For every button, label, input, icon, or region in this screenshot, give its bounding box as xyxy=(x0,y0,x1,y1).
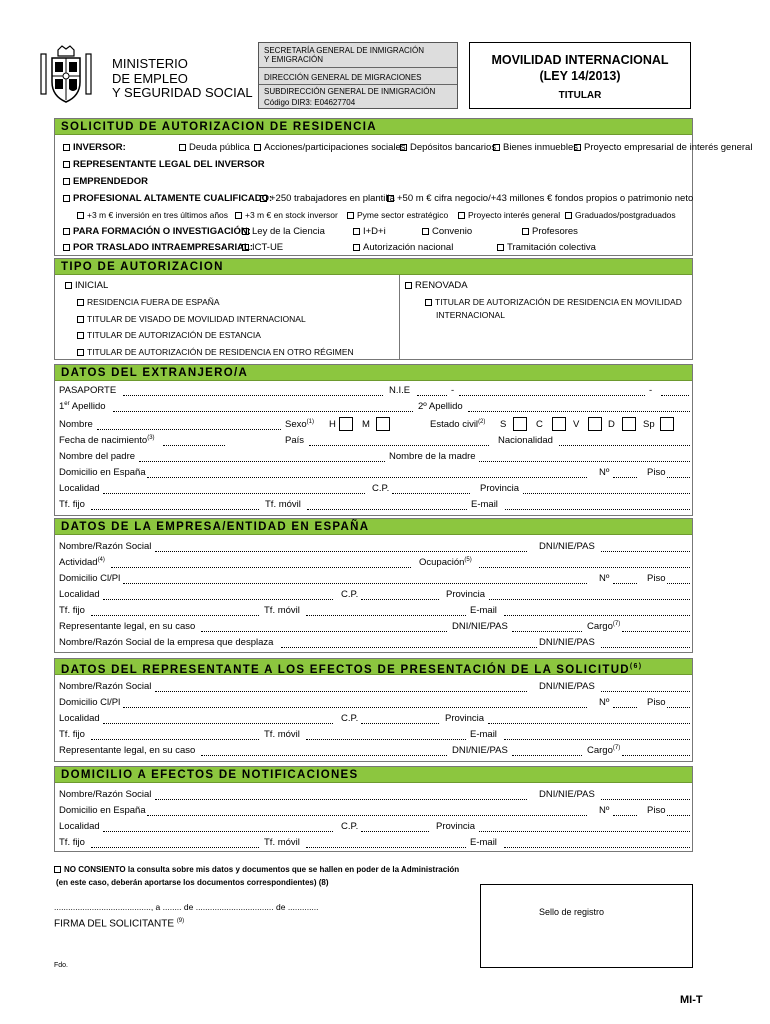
tf-movil-label: Tf. móvil xyxy=(264,605,300,616)
domicilio-label: Domicilio en España xyxy=(59,805,146,816)
actividad-input[interactable] xyxy=(111,567,411,568)
secretaria-line: Y EMIGRACIÓN xyxy=(264,55,323,64)
checkbox[interactable] xyxy=(77,349,84,356)
option-label: Proyecto interés general xyxy=(468,210,561,220)
estado-s-box[interactable] xyxy=(513,417,527,431)
organization-box xyxy=(258,42,458,109)
nombre-input[interactable] xyxy=(97,429,281,430)
form-subtitle: TITULAR xyxy=(558,90,602,101)
no-consiento-note: (en este caso, deberán aportarse los documentos correspondientes) (8) xyxy=(56,878,329,887)
domicilio-label: Domicilio Cl/Pl xyxy=(59,697,121,708)
section-extranjero: DATOS DEL EXTRANJERO/A PASAPORTE N.I.E - - 1er Apellido 2º Apellido Nombre Sexo$^{(1)}$ H M Estado civil$^{(2)}$ S C V D Sp Fecha de nacimiento$^{(3)}$ País Nacionalidad Nombre del padre Nombre de la madre Domicilio en España Nº Piso Localidad C.P. Provincia Tf. fijo Tf. móvil E-mail xyxy=(54,364,693,516)
nie-input-2[interactable] xyxy=(459,395,645,396)
profesional-checkbox[interactable] xyxy=(63,195,70,202)
cp-label: C.P. xyxy=(341,589,359,600)
section-title: DATOS DE LA EMPRESA/ENTIDAD EN ESPAÑA xyxy=(55,519,692,535)
email-label: E-mail xyxy=(470,605,497,616)
option-label: Pyme sector estratégico xyxy=(357,210,449,220)
option-label: +3 m € inversión en tres últimos años xyxy=(87,210,229,220)
dni-label: DNI/NIE/PAS xyxy=(539,541,595,552)
form-law: (LEY 14/2013) xyxy=(539,69,621,83)
localidad-label: Localidad xyxy=(59,483,100,494)
estado-sp-label: Sp xyxy=(643,419,655,430)
estado-v-label: V xyxy=(573,419,580,430)
tf-movil-input[interactable] xyxy=(306,739,466,740)
formacion-checkbox[interactable] xyxy=(63,228,70,235)
dni-label: DNI/NIE/PAS xyxy=(452,745,508,756)
profesional-label: PROFESIONAL ALTAMENTE CUALIFICADO: xyxy=(73,193,273,204)
subdireccion-line: SUBDIRECCIÓN GENERAL DE INMIGRACIÓN xyxy=(264,87,436,96)
representante-input[interactable] xyxy=(201,755,447,756)
tf-movil-label: Tf. móvil xyxy=(264,837,300,848)
option-label: Acciones/participaciones sociales xyxy=(264,142,406,153)
checkbox[interactable] xyxy=(347,212,354,219)
no-consiento-label: NO CONSIENTO la consulta sobre mis datos y documentos que se hallen en poder de la Administración xyxy=(64,865,460,874)
checkbox[interactable] xyxy=(260,195,267,202)
estado-c-label: C xyxy=(536,419,543,430)
section-tipo xyxy=(54,258,693,360)
piso-label: Piso xyxy=(647,467,666,478)
separator: - xyxy=(649,385,653,396)
sexo-m-label: M xyxy=(362,419,370,430)
option-label: +3 m € en stock inversor xyxy=(245,210,338,220)
nombre-input[interactable] xyxy=(155,799,527,800)
dni-input[interactable] xyxy=(512,631,582,632)
section-title: DOMICILIO A EFECTOS DE NOTIFICACIONES xyxy=(55,767,692,783)
provincia-input[interactable] xyxy=(523,493,690,494)
option-label: INTERNACIONAL xyxy=(436,310,505,320)
email-label: E-mail xyxy=(471,499,498,510)
emprendedor-checkbox[interactable] xyxy=(63,178,70,185)
nacionalidad-input[interactable] xyxy=(559,445,690,446)
nombre-label: Nombre/Razón Social xyxy=(59,541,152,552)
option-label: Depósitos bancarios xyxy=(410,142,497,153)
sello-registro-box xyxy=(480,884,693,968)
numero-label: Nº xyxy=(599,805,610,816)
checkbox[interactable] xyxy=(242,244,249,251)
form-type-box xyxy=(469,42,691,109)
estado-d-box[interactable] xyxy=(622,417,636,431)
piso-input[interactable] xyxy=(667,477,690,478)
nie-input-3[interactable] xyxy=(661,395,689,396)
option-label: Bienes inmuebles xyxy=(503,142,578,153)
tf-movil-input[interactable] xyxy=(306,615,466,616)
piso-label: Piso xyxy=(647,805,666,816)
apellido2-input[interactable] xyxy=(468,411,690,412)
localidad-input[interactable] xyxy=(103,493,365,494)
apellido1-input[interactable] xyxy=(113,411,413,412)
checkbox[interactable] xyxy=(353,228,360,235)
numero-input[interactable] xyxy=(613,477,637,478)
dni-label: DNI/NIE/PAS xyxy=(452,621,508,632)
provincia-label: Provincia xyxy=(436,821,476,832)
numero-input[interactable] xyxy=(613,583,637,584)
email-input[interactable] xyxy=(505,509,690,510)
fdo-label: Fdo. xyxy=(54,962,69,969)
tf-fijo-label: Tf. fijo xyxy=(59,729,85,740)
ministry-line: DE EMPLEO xyxy=(112,70,188,86)
no-consiento-checkbox[interactable] xyxy=(54,866,61,873)
option-label: +250 trabajadores en plantilla xyxy=(270,193,395,204)
estado-v-box[interactable] xyxy=(588,417,602,431)
option-label: TITULAR DE AUTORIZACIÓN DE ESTANCIA xyxy=(87,330,261,340)
empresa-desplaza-input[interactable] xyxy=(281,647,537,648)
traslado-checkbox[interactable] xyxy=(63,244,70,251)
localidad-label: Localidad xyxy=(59,589,100,600)
secretaria-line: SECRETARÍA GENERAL DE INMIGRACIÓN xyxy=(264,46,425,55)
provincia-label: Provincia xyxy=(446,589,486,600)
cp-input[interactable] xyxy=(361,723,439,724)
tf-fijo-input[interactable] xyxy=(91,847,259,848)
option-label: Deuda pública xyxy=(189,142,250,153)
separator: - xyxy=(451,385,455,396)
checkbox[interactable] xyxy=(497,244,504,251)
form-code: MI-T xyxy=(680,994,703,1006)
tf-fijo-label: Tf. fijo xyxy=(59,499,85,510)
formacion-label: PARA FORMACIÓN O INVESTIGACIÓN: xyxy=(73,226,251,237)
checkbox[interactable] xyxy=(179,144,186,151)
dni-input[interactable] xyxy=(601,799,690,800)
inversor-label: INVERSOR: xyxy=(73,142,126,153)
dni-label: DNI/NIE/PAS xyxy=(539,789,595,800)
domicilio-input[interactable] xyxy=(147,815,587,816)
nombre-input[interactable] xyxy=(155,691,527,692)
cp-input[interactable] xyxy=(392,493,470,494)
piso-label: Piso xyxy=(647,573,666,584)
option-label: +50 m € cifra negocio/+43 millones € fondos propios o patrimonio neto xyxy=(397,193,694,204)
piso-label: Piso xyxy=(647,697,666,708)
dni-label: DNI/NIE/PAS xyxy=(539,681,595,692)
ministry-name xyxy=(112,57,253,101)
cargo-label: Cargo xyxy=(587,621,613,633)
domicilio-input[interactable] xyxy=(123,707,587,708)
emprendedor-label: EMPRENDEDOR xyxy=(73,176,148,187)
section-title: TIPO DE AUTORIZACION xyxy=(55,259,692,275)
numero-input[interactable] xyxy=(613,815,637,816)
option-label: RESIDENCIA FUERA DE ESPAÑA xyxy=(87,297,220,307)
option-label: TITULAR DE VISADO DE MOVILIDAD INTERNACIONAL xyxy=(87,314,306,324)
dni-input[interactable] xyxy=(601,647,690,648)
sexo-label: Sexo xyxy=(285,419,307,431)
inversor-checkbox[interactable] xyxy=(63,144,70,151)
pasaporte-label: PASAPORTE xyxy=(59,385,117,396)
checkbox[interactable] xyxy=(254,144,261,151)
cp-input[interactable] xyxy=(361,831,429,832)
piso-input[interactable] xyxy=(667,583,690,584)
numero-input[interactable] xyxy=(613,707,637,708)
localidad-label: Localidad xyxy=(59,821,100,832)
direccion-line: DIRECCIÓN GENERAL DE MIGRACIONES xyxy=(264,73,422,82)
estado-sp-box[interactable] xyxy=(660,417,674,431)
checkbox[interactable] xyxy=(387,195,394,202)
no-consiento-row xyxy=(54,865,459,874)
coat-of-arms-icon xyxy=(40,44,92,106)
madre-label: Nombre de la madre xyxy=(389,451,476,462)
tf-movil-input[interactable] xyxy=(307,509,467,510)
inicial-label: INICIAL xyxy=(75,280,109,291)
fecha-nacimiento-label: Fecha de nacimiento xyxy=(59,435,148,447)
option-label: Convenio xyxy=(432,226,473,237)
checkbox[interactable] xyxy=(458,212,465,219)
estado-s-label: S xyxy=(500,419,507,430)
tf-fijo-label: Tf. fijo xyxy=(59,605,85,616)
domicilio-input[interactable] xyxy=(147,477,587,478)
localidad-input[interactable] xyxy=(103,831,333,832)
numero-label: Nº xyxy=(599,573,610,584)
dni-input[interactable] xyxy=(601,691,690,692)
renovada-checkbox[interactable] xyxy=(405,282,412,289)
checkbox[interactable] xyxy=(77,332,84,339)
option-label: TITULAR DE AUTORIZACIÓN DE RESIDENCIA EN MOVILIDAD xyxy=(435,297,682,307)
domicilio-label: Domicilio en España xyxy=(59,467,146,478)
checkbox[interactable] xyxy=(77,299,84,306)
tf-movil-label: Tf. móvil xyxy=(265,499,301,510)
representante-label: Representante legal, en su caso xyxy=(59,621,196,632)
email-input[interactable] xyxy=(504,615,690,616)
padre-input[interactable] xyxy=(139,461,385,462)
nombre-label: Nombre/Razón Social xyxy=(59,789,152,800)
cargo-input[interactable] xyxy=(622,631,690,632)
section-title: DATOS DEL EXTRANJERO/A xyxy=(55,365,692,381)
nie-label: N.I.E xyxy=(389,385,411,396)
section-title: SOLICITUD DE AUTORIZACION DE RESIDENCIA xyxy=(55,119,692,135)
option-label: Ley de la Ciencia xyxy=(252,226,325,237)
place-date-line[interactable]: ........................................., a ........ de ................................. de ............. xyxy=(54,902,319,912)
checkbox[interactable] xyxy=(493,144,500,151)
sexo-h-box[interactable] xyxy=(339,417,353,431)
email-input[interactable] xyxy=(504,847,690,848)
actividad-label: Actividad xyxy=(59,557,98,569)
cargo-input[interactable] xyxy=(622,755,690,756)
section-solicitud xyxy=(54,118,753,256)
apellido2-label: 2º Apellido xyxy=(418,401,463,412)
renovada-label: RENOVADA xyxy=(415,280,468,291)
tf-movil-label: Tf. móvil xyxy=(264,729,300,740)
option-label: Tramitación colectiva xyxy=(507,242,596,253)
checkbox[interactable] xyxy=(574,144,581,151)
section-representante: DATOS DEL REPRESENTANTE A LOS EFECTOS DE PRESENTACIÓN DE LA SOLICITUD$^{(6)}$ Nombre/Razón Social DNI/NIE/PAS Domicilio Cl/Pl Nº Piso Localidad C.P. Provincia Tf. fijo Tf. móvil E-mail Representante legal, en su caso DNI/NIE/PAS Cargo$^{(7)}$ xyxy=(54,658,693,762)
cp-input[interactable] xyxy=(361,599,439,600)
numero-label: Nº xyxy=(599,467,610,478)
nie-input-1[interactable] xyxy=(417,395,447,396)
option-label: I+D+i xyxy=(363,226,386,237)
representante-checkbox[interactable] xyxy=(63,161,70,168)
option-label: TITULAR DE AUTORIZACIÓN DE RESIDENCIA EN OTRO RÉGIMEN xyxy=(87,347,354,357)
section-title: DATOS DEL REPRESENTANTE A LOS EFECTOS DE PRESENTACIÓN DE LA SOLICITUD$^{(6)}$ xyxy=(55,659,692,675)
provincia-input[interactable] xyxy=(488,723,690,724)
checkbox[interactable] xyxy=(425,299,432,306)
tf-movil-input[interactable] xyxy=(306,847,466,848)
domicilio-label: Domicilio Cl/Pl xyxy=(59,573,121,584)
numero-label: Nº xyxy=(599,697,610,708)
representante-label: Representante legal, en su caso xyxy=(59,745,196,756)
email-label: E-mail xyxy=(470,837,497,848)
pasaporte-input[interactable] xyxy=(123,395,383,396)
localidad-label: Localidad xyxy=(59,713,100,724)
estado-c-box[interactable] xyxy=(552,417,566,431)
tf-fijo-input[interactable] xyxy=(91,739,259,740)
provincia-input[interactable] xyxy=(479,831,690,832)
provincia-input[interactable] xyxy=(489,599,690,600)
fecha-nacimiento-input[interactable] xyxy=(163,445,225,446)
ocupacion-input[interactable] xyxy=(479,567,690,568)
dni-label: DNI/NIE/PAS xyxy=(539,637,595,648)
nacionalidad-label: Nacionalidad xyxy=(498,435,553,446)
firma-label: FIRMA DEL SOLICITANTE xyxy=(54,918,175,930)
localidad-input[interactable] xyxy=(103,599,333,600)
codigo-dir3: Código DIR3: E04627704 xyxy=(264,98,356,107)
email-label: E-mail xyxy=(470,729,497,740)
checkbox[interactable] xyxy=(565,212,572,219)
madre-input[interactable] xyxy=(479,461,690,462)
dni-input[interactable] xyxy=(601,551,690,552)
option-label: Autorización nacional xyxy=(363,242,454,253)
padre-label: Nombre del padre xyxy=(59,451,136,462)
checkbox[interactable] xyxy=(400,144,407,151)
provincia-label: Provincia xyxy=(480,483,520,494)
sello-label: Sello de registro xyxy=(539,907,605,917)
pais-input[interactable] xyxy=(309,445,489,446)
ministry-line: Y SEGURIDAD SOCIAL xyxy=(112,85,253,100)
option-label: Proyecto empresarial de interés general xyxy=(584,142,753,153)
localidad-input[interactable] xyxy=(103,723,333,724)
checkbox[interactable] xyxy=(77,212,84,219)
nombre-label: Nombre/Razón Social xyxy=(59,681,152,692)
checkbox[interactable] xyxy=(77,316,84,323)
pais-label: País xyxy=(285,435,305,446)
representante-input[interactable] xyxy=(201,631,447,632)
nombre-label: Nombre xyxy=(59,419,93,430)
option-label: ICT-UE xyxy=(252,242,284,253)
cp-label: C.P. xyxy=(341,821,359,832)
checkbox[interactable] xyxy=(235,212,242,219)
cargo-label: Cargo xyxy=(587,745,613,757)
option-label: Profesores xyxy=(532,226,578,237)
section-notificaciones xyxy=(54,766,693,852)
estado-d-label: D xyxy=(608,419,615,430)
section-empresa: DATOS DE LA EMPRESA/ENTIDAD EN ESPAÑA Nombre/Razón Social DNI/NIE/PAS Actividad$^{(4)}$ Ocupación$^{(5)}$ Domicilio Cl/Pl Nº Piso Localidad C.P. Provincia Tf. fijo Tf. móvil E-mail Representante legal, en su caso DNI/NIE/PAS Cargo$^{(7)}$ Nombre/Razón Social de la empresa que desplaza DNI/NIE/PAS xyxy=(54,518,693,653)
cp-label: C.P. xyxy=(341,713,359,724)
estado-civil-label: Estado civil xyxy=(430,419,479,431)
inicial-checkbox[interactable] xyxy=(65,282,72,289)
representante-label: REPRESENTANTE LEGAL DEL INVERSOR xyxy=(73,159,265,170)
tf-fijo-input[interactable] xyxy=(91,615,259,616)
domicilio-input[interactable] xyxy=(123,583,587,584)
email-input[interactable] xyxy=(504,739,690,740)
nombre-input[interactable] xyxy=(155,551,527,552)
piso-input[interactable] xyxy=(667,815,690,816)
ocupacion-label: Ocupación xyxy=(419,557,465,569)
tf-fijo-label: Tf. fijo xyxy=(59,837,85,848)
checkbox[interactable] xyxy=(353,244,360,251)
dni-input[interactable] xyxy=(512,755,582,756)
cp-label: C.P. xyxy=(372,483,390,494)
option-label: Graduados/postgraduados xyxy=(575,210,676,220)
tf-fijo-input[interactable] xyxy=(91,509,259,510)
apellido1-label: 1 xyxy=(59,401,65,413)
checkbox[interactable] xyxy=(242,228,249,235)
empresa-desplaza-label: Nombre/Razón Social de la empresa que desplaza xyxy=(59,637,274,648)
sexo-m-box[interactable] xyxy=(376,417,390,431)
traslado-label: POR TRASLADO INTRAEMPRESARIAL: xyxy=(73,242,253,253)
piso-input[interactable] xyxy=(667,707,690,708)
form-title: MOVILIDAD INTERNACIONAL xyxy=(491,53,669,67)
provincia-label: Provincia xyxy=(445,713,485,724)
checkbox[interactable] xyxy=(422,228,429,235)
ministry-line: MINISTERIO xyxy=(112,56,188,71)
checkbox[interactable] xyxy=(522,228,529,235)
sexo-h-label: H xyxy=(329,419,336,430)
